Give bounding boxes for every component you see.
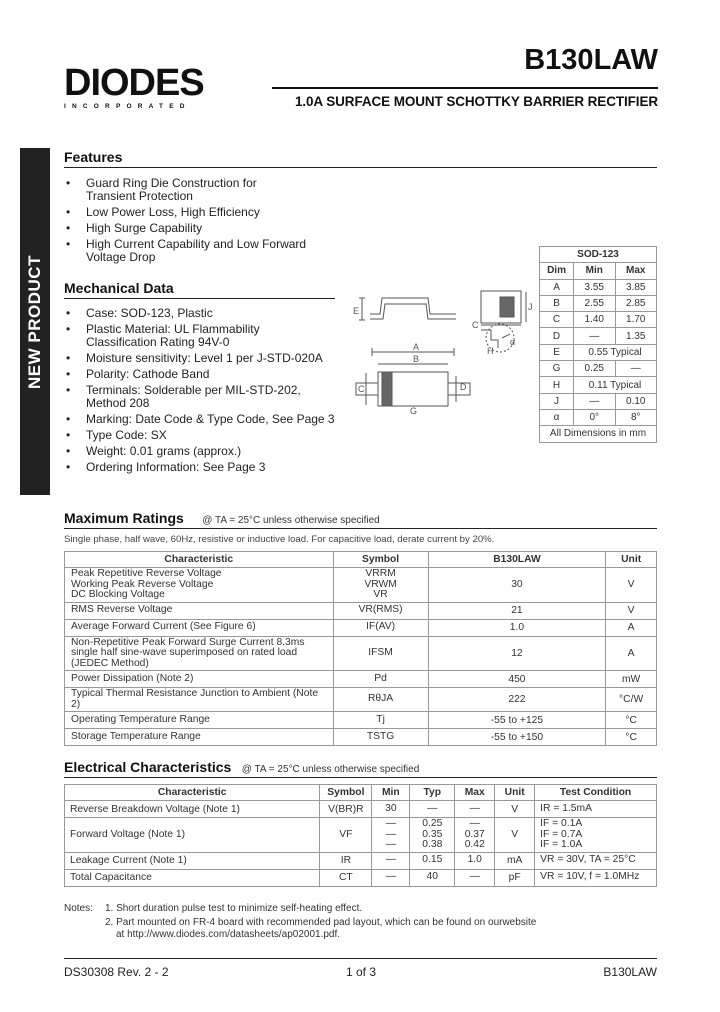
dim-table-header xyxy=(540,263,657,279)
elec-typ xyxy=(410,801,455,818)
max-header-cell: Unit xyxy=(606,552,657,568)
max-characteristic xyxy=(65,568,334,603)
dim-label-d: D xyxy=(460,382,467,392)
max-characteristic-line: Operating Temperature Range xyxy=(71,713,210,725)
elec-header-cell: Characteristic xyxy=(65,785,320,801)
dim-cell: 1.70 xyxy=(615,312,657,328)
max-ratings-subtitle: Single phase, half wave, 60Hz, resistive or inductive load. For capacitive load, derate current by 20%. xyxy=(64,534,495,545)
max-row xyxy=(65,636,657,671)
elec-condition-line: VR = 30V, TA = 25°C xyxy=(540,854,636,866)
footer-part-number: B130LAW xyxy=(603,965,657,979)
dim-label-h: H xyxy=(487,346,494,356)
dim-cell: 1.35 xyxy=(615,328,657,344)
feature-item-line: • Low Power Loss, High Efficiency xyxy=(86,205,260,219)
dim-cell: 3.55 xyxy=(574,279,615,295)
dim-label-c2: C xyxy=(358,384,365,394)
mechanical-item-line: • Type Code: SX xyxy=(86,428,167,442)
elec-symbol: V(BR)R xyxy=(320,801,372,818)
elec-typ-line: 40 xyxy=(426,871,439,883)
dim-label-g: G xyxy=(410,406,418,415)
max-value: 21 xyxy=(428,602,606,619)
max-characteristic-line: single half sine-wave superimposed on rated load xyxy=(71,647,298,658)
elec-min-line: — xyxy=(385,839,396,850)
max-characteristic xyxy=(65,712,334,729)
elec-min-line: — xyxy=(385,818,396,829)
elec-condition-line: IR = 1.5mA xyxy=(540,802,592,814)
elec-min xyxy=(372,852,410,869)
dim-table-package: SOD-123 xyxy=(540,247,657,263)
title-rule xyxy=(272,87,658,89)
logo-subtext: INCORPORATED xyxy=(64,103,191,110)
dim-cell: 0.25 xyxy=(574,361,615,377)
elec-max-line: 0.37 xyxy=(464,828,485,840)
dim-row xyxy=(540,279,657,295)
dim-row xyxy=(540,328,657,344)
elec-min-line: — xyxy=(385,854,396,866)
dimension-table xyxy=(539,246,657,443)
mechanical-item xyxy=(64,352,349,365)
elec-characteristic: Leakage Current (Note 1) xyxy=(65,852,320,869)
elec-row xyxy=(65,801,657,818)
elec-condition-line: IF = 0.7A xyxy=(540,828,583,840)
elec-symbol: VF xyxy=(320,818,372,853)
elec-characteristic: Total Capacitance xyxy=(65,869,320,886)
max-characteristic-line: Power Dissipation (Note 2) xyxy=(71,672,194,684)
mechanical-heading: Mechanical Data xyxy=(64,280,174,296)
max-header-cell: Symbol xyxy=(333,552,428,568)
max-unit: °C xyxy=(606,729,657,746)
max-unit: A xyxy=(606,636,657,671)
dim-cell: H xyxy=(540,377,574,393)
max-symbol-line: IF(AV) xyxy=(366,621,396,633)
max-value: -55 to +150 xyxy=(428,729,606,746)
elec-symbol: CT xyxy=(320,869,372,886)
max-row xyxy=(65,712,657,729)
elec-min xyxy=(372,818,410,853)
dim-label-a: A xyxy=(413,342,420,352)
mechanical-item-line: • Ordering Information: See Page 3 xyxy=(86,460,266,474)
electrical-heading-line xyxy=(64,759,419,777)
elec-max-line: — xyxy=(469,871,480,883)
elec-typ xyxy=(410,818,455,853)
max-row xyxy=(65,619,657,636)
mechanical-item-line: • Marking: Date Code & Type Code, See Page 3 xyxy=(86,412,335,426)
mechanical-item xyxy=(64,307,349,320)
max-characteristic xyxy=(65,602,334,619)
max-ratings-heading: Maximum Ratings xyxy=(64,510,184,526)
dim-cell: 8° xyxy=(615,409,657,425)
mechanical-list xyxy=(64,307,349,477)
dim-cell: 0° xyxy=(574,409,615,425)
elec-row xyxy=(65,869,657,886)
max-characteristic xyxy=(65,729,334,746)
elec-condition xyxy=(535,869,657,886)
side-view xyxy=(359,298,456,320)
elec-row xyxy=(65,818,657,853)
max-symbol xyxy=(333,602,428,619)
features-heading: Features xyxy=(64,149,123,165)
dim-table-body xyxy=(540,279,657,426)
dim-cell: A xyxy=(540,279,574,295)
feature-item-line: • Guard Ring Die Construction for xyxy=(86,176,257,190)
mechanical-item-line: • Plastic Material: UL Flammability xyxy=(86,322,260,336)
max-symbol xyxy=(333,671,428,688)
max-row xyxy=(65,729,657,746)
mechanical-item-line: • Weight: 0.01 grams (approx.) xyxy=(86,444,242,458)
dim-row xyxy=(540,312,657,328)
elec-header-cell: Symbol xyxy=(320,785,372,801)
max-unit: A xyxy=(606,619,657,636)
max-characteristic xyxy=(65,619,334,636)
elec-unit: V xyxy=(495,801,535,818)
max-symbol-line: VRRM xyxy=(365,568,396,579)
notes-label: Notes: xyxy=(64,903,93,914)
max-symbol xyxy=(333,688,428,712)
max-unit: V xyxy=(606,568,657,603)
electrical-rule xyxy=(64,777,657,778)
dim-cell: 3.85 xyxy=(615,279,657,295)
max-characteristic-line: Typical Thermal Resistance Junction to Ambient (Note 2) xyxy=(71,688,319,710)
max-header-cell: Characteristic xyxy=(65,552,334,568)
dim-cell: 2.55 xyxy=(574,295,615,311)
dim-cell: — xyxy=(615,361,657,377)
elec-condition xyxy=(535,801,657,818)
dim-cell: 2.85 xyxy=(615,295,657,311)
max-ratings-rule xyxy=(64,528,657,529)
note-2: 2. Part mounted on FR-4 board with recommended pad layout, which can be found on ourwebsite xyxy=(105,917,537,928)
elec-min xyxy=(372,869,410,886)
max-value: -55 to +125 xyxy=(428,712,606,729)
max-unit: °C xyxy=(606,712,657,729)
elec-typ xyxy=(410,869,455,886)
electrical-table xyxy=(64,784,657,887)
dim-cell: B xyxy=(540,295,574,311)
max-value: 1.0 xyxy=(428,619,606,636)
feature-item xyxy=(64,206,344,219)
electrical-body xyxy=(65,801,657,887)
max-ratings-body xyxy=(65,568,657,746)
feature-item-line: • High Current Capability and Low Forward xyxy=(86,237,307,251)
mechanical-item xyxy=(64,461,349,474)
mechanical-item-line: • Terminals: Solderable per MIL-STD-202, xyxy=(86,383,301,397)
dim-cell: G xyxy=(540,361,574,377)
elec-max-line: — xyxy=(469,802,480,814)
mechanical-item-line: Method 208 xyxy=(86,396,150,410)
mechanical-item xyxy=(64,368,349,381)
dim-row xyxy=(540,393,657,409)
elec-unit: V xyxy=(495,818,535,853)
dim-cell: 0.10 xyxy=(615,393,657,409)
elec-max xyxy=(455,818,495,853)
new-product-banner xyxy=(20,148,50,495)
dim-row xyxy=(540,377,657,393)
mechanical-item xyxy=(64,429,349,442)
electrical-header xyxy=(65,785,657,801)
max-unit: °C/W xyxy=(606,688,657,712)
max-characteristic-line: Average Forward Current (See Figure 6) xyxy=(71,621,256,633)
max-symbol-line: VR(RMS) xyxy=(358,604,403,616)
dim-label-alpha: α xyxy=(510,337,516,347)
max-symbol xyxy=(333,619,428,636)
feature-item xyxy=(64,222,344,235)
feature-item-line: • High Surge Capability xyxy=(86,221,203,235)
dim-cell: — xyxy=(574,393,615,409)
max-row xyxy=(65,568,657,603)
new-product-text: NEW PRODUCT xyxy=(25,254,44,389)
note-2-link[interactable]: at http://www.diodes.com/datasheets/ap02001.pdf. xyxy=(116,929,341,940)
note-1: 1. Short duration pulse test to minimize self-heating effect. xyxy=(105,903,363,914)
dim-cell: α xyxy=(540,409,574,425)
max-symbol xyxy=(333,712,428,729)
max-symbol-line: IFSM xyxy=(368,647,393,658)
footer-page-number: 1 of 3 xyxy=(346,965,377,979)
max-characteristic-line: Working Peak Reverse Voltage xyxy=(71,578,214,590)
mechanical-item xyxy=(64,413,349,426)
mechanical-item-line: • Polarity: Cathode Band xyxy=(86,367,210,381)
logo-wordmark: DIODES xyxy=(64,62,204,104)
max-value: 222 xyxy=(428,688,606,712)
max-symbol-line: VR xyxy=(373,589,388,600)
max-symbol xyxy=(333,636,428,671)
max-ratings-condition: @ TA = 25°C unless otherwise specified xyxy=(202,515,380,526)
dim-cell: C xyxy=(540,312,574,328)
mechanical-item-line: • Case: SOD-123, Plastic xyxy=(86,306,213,320)
electrical-heading: Electrical Characteristics xyxy=(64,759,232,775)
features-list xyxy=(64,177,344,267)
max-characteristic xyxy=(65,636,334,671)
max-ratings-heading-line xyxy=(64,510,380,528)
elec-max xyxy=(455,852,495,869)
part-number-title: B130LAW xyxy=(524,44,658,76)
package-outline-diagram xyxy=(350,280,538,415)
electrical-condition: @ TA = 25°C unless otherwise specified xyxy=(241,764,420,775)
feature-item-line: Voltage Drop xyxy=(86,250,156,264)
elec-unit: mA xyxy=(495,852,535,869)
elec-header-cell: Typ xyxy=(410,785,455,801)
elec-max xyxy=(455,869,495,886)
dim-label-b: B xyxy=(413,354,420,364)
dim-cell: E xyxy=(540,344,574,360)
elec-typ xyxy=(410,852,455,869)
dim-cell: D xyxy=(540,328,574,344)
dim-label-c: C xyxy=(472,320,479,330)
elec-typ-line: 0.25 xyxy=(422,818,443,829)
max-symbol-line: Pd xyxy=(374,672,387,684)
company-logo xyxy=(64,64,229,112)
dim-header-cell: Dim xyxy=(540,263,574,279)
dim-row xyxy=(540,361,657,377)
max-characteristic xyxy=(65,688,334,712)
max-characteristic-line: RMS Reverse Voltage xyxy=(71,604,173,616)
mechanical-item-line: Classification Rating 94V-0 xyxy=(86,335,230,349)
feature-item-line: Transient Protection xyxy=(86,189,193,203)
dim-row xyxy=(540,295,657,311)
elec-typ-line: 0.15 xyxy=(422,854,443,866)
elec-symbol: IR xyxy=(320,852,372,869)
dim-header-cell: Min xyxy=(574,263,615,279)
footer-rule xyxy=(64,958,657,959)
max-characteristic-line: DC Blocking Voltage xyxy=(71,589,165,600)
elec-condition xyxy=(535,852,657,869)
max-unit: mW xyxy=(606,671,657,688)
dim-row xyxy=(540,409,657,425)
mechanical-item-line: • Moisture sensitivity: Level 1 per J-STD-020A xyxy=(86,351,323,365)
max-row xyxy=(65,688,657,712)
end-view xyxy=(481,291,526,352)
dim-table-footer: All Dimensions in mm xyxy=(540,426,657,442)
max-symbol-line: Tj xyxy=(376,713,385,725)
mechanical-item xyxy=(64,323,349,349)
elec-unit: pF xyxy=(495,869,535,886)
elec-condition-line: VR = 10V, f = 1.0MHz xyxy=(540,871,640,883)
elec-min-line: — xyxy=(385,871,396,883)
elec-max-line: — xyxy=(469,818,480,829)
max-value: 450 xyxy=(428,671,606,688)
elec-characteristic: Reverse Breakdown Voltage (Note 1) xyxy=(65,801,320,818)
max-row xyxy=(65,602,657,619)
max-ratings-table xyxy=(64,551,657,746)
dim-cell: 1.40 xyxy=(574,312,615,328)
max-row xyxy=(65,671,657,688)
elec-max-line: 1.0 xyxy=(467,854,482,866)
elec-condition-line: IF = 1.0A xyxy=(540,839,583,850)
dim-cell: J xyxy=(540,393,574,409)
max-value: 12 xyxy=(428,636,606,671)
dim-row xyxy=(540,344,657,360)
elec-condition xyxy=(535,818,657,853)
max-characteristic-line: Non-Repetitive Peak Forward Surge Current 8.3ms xyxy=(71,636,305,648)
dim-cell: 0.11 Typical xyxy=(574,377,657,393)
mechanical-rule xyxy=(64,298,335,299)
max-symbol xyxy=(333,568,428,603)
elec-typ-line: 0.38 xyxy=(422,839,443,850)
max-unit: V xyxy=(606,602,657,619)
max-header-cell: B130LAW xyxy=(428,552,606,568)
elec-row xyxy=(65,852,657,869)
dim-cell: 0.55 Typical xyxy=(574,344,657,360)
max-symbol-line: VRWM xyxy=(364,578,397,590)
dim-label-e: E xyxy=(353,306,360,316)
elec-header-cell: Unit xyxy=(495,785,535,801)
max-characteristic-line: Storage Temperature Range xyxy=(71,730,201,742)
elec-header-cell: Min xyxy=(372,785,410,801)
elec-min xyxy=(372,801,410,818)
elec-max xyxy=(455,801,495,818)
max-characteristic-line: (JEDEC Method) xyxy=(71,657,149,669)
max-characteristic-line: Peak Repetitive Reverse Voltage xyxy=(71,568,222,579)
max-ratings-header xyxy=(65,552,657,568)
dim-label-j: J xyxy=(528,302,533,312)
document-title: 1.0A SURFACE MOUNT SCHOTTKY BARRIER RECTIFIER xyxy=(294,94,658,109)
elec-typ-line: — xyxy=(427,802,438,814)
max-value: 30 xyxy=(428,568,606,603)
max-symbol-line: TSTG xyxy=(366,730,395,742)
elec-condition-line: IF = 0.1A xyxy=(540,818,583,829)
dim-cell: — xyxy=(574,328,615,344)
mechanical-item xyxy=(64,384,349,410)
dim-header-cell: Max xyxy=(615,263,657,279)
elec-header-cell: Max xyxy=(455,785,495,801)
elec-typ-line: 0.35 xyxy=(422,828,443,840)
mechanical-item xyxy=(64,445,349,458)
features-rule xyxy=(64,167,657,168)
max-symbol-line: RθJA xyxy=(367,693,394,705)
max-symbol xyxy=(333,729,428,746)
elec-min-line: 30 xyxy=(385,802,397,814)
elec-characteristic: Forward Voltage (Note 1) xyxy=(65,818,320,853)
elec-min-line: — xyxy=(385,828,396,840)
footer-doc-number: DS30308 Rev. 2 - 2 xyxy=(64,965,169,979)
feature-item xyxy=(64,177,344,203)
elec-header-cell: Test Condition xyxy=(535,785,657,801)
elec-max-line: 0.42 xyxy=(464,839,485,850)
feature-item xyxy=(64,238,344,264)
max-characteristic xyxy=(65,671,334,688)
